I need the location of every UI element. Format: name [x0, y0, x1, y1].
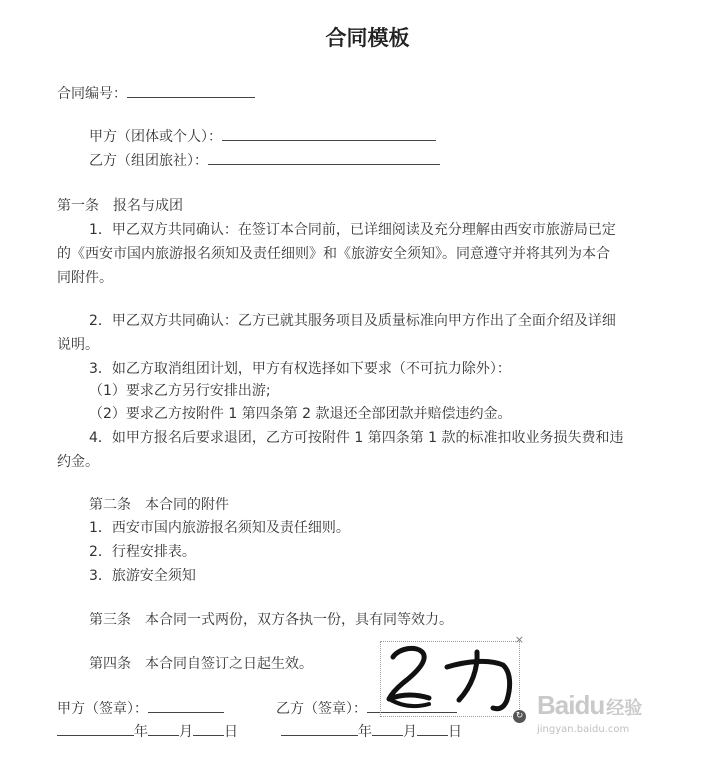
contract-number-blank[interactable]: [127, 85, 255, 98]
article-2-heading: 第二条 本合同的附件: [89, 497, 229, 513]
remove-signature-icon[interactable]: ×: [514, 633, 524, 646]
article-2-item: 2．行程安排表。: [89, 544, 196, 560]
date-b-year-label: 年: [358, 724, 372, 740]
watermark-url: jingyan.baidu.com: [537, 724, 630, 735]
sign-b-label: 乙方（签章）：: [276, 701, 367, 717]
date-b-day-blank[interactable]: [417, 723, 448, 736]
date-a-month-label: 月: [179, 724, 193, 740]
sign-a-blank[interactable]: [148, 700, 224, 713]
date-a-month-blank[interactable]: [148, 723, 179, 736]
date-a-year-label: 年: [134, 724, 148, 740]
party-b-blank[interactable]: [208, 152, 440, 165]
article-1-p4-line1: 4．如甲方报名后要求退团，乙方可按附件 1 第四条第 1 款的标准扣收业务损失费和违: [89, 430, 624, 446]
date-b-month-label: 月: [403, 724, 417, 740]
date-a-line: [57, 722, 238, 742]
article-1-p2-line2: 说明。: [57, 337, 99, 353]
article-2-item: 3．旅游安全须知: [89, 568, 196, 584]
page-title: 合同模板: [325, 26, 410, 50]
article-1-p1-line1: 1．甲乙双方共同确认：在签订本合同前，已详细阅读及充分理解由西安市旅游局已定: [89, 222, 616, 238]
date-b-year-blank[interactable]: [281, 723, 358, 736]
article-1-p4-line2: 约金。: [57, 454, 99, 470]
article-4: 第四条 本合同自签订之日起生效。: [89, 656, 313, 672]
article-3: 第三条 本合同一式两份，双方各执一份，具有同等效力。: [89, 612, 453, 628]
party-a-label: 甲方（团体或个人）：: [89, 129, 222, 145]
article-1-p1-line2: 的《西安市国内旅游报名须知及责任细则》和《旅游安全须知》。同意遵守并将其列为本合: [57, 246, 610, 262]
baidu-jingyan-watermark: [537, 690, 643, 735]
resize-handle-icon[interactable]: ↻: [513, 710, 526, 723]
sign-a-line: [57, 699, 224, 719]
article-1-p3-option-2: （2）要求乙方按附件 1 第四条第 2 款退还全部团款并赔偿违约金。: [89, 406, 512, 422]
party-a-line: [89, 127, 436, 147]
party-a-blank[interactable]: [222, 128, 436, 141]
article-1-p3: 3．如乙方取消组团计划，甲方有权选择如下要求（不可抗力除外）：: [89, 361, 511, 377]
watermark-cn: 经验: [606, 698, 643, 719]
contract-number-label: 合同编号：: [57, 86, 127, 102]
date-b-day-label: 日: [448, 724, 462, 740]
article-1-p1-line3: 同附件。: [57, 270, 113, 286]
article-1-p3-option-1: （1）要求乙方另行安排出游;: [89, 383, 271, 399]
article-2-item: 1．西安市国内旅游报名须知及责任细则。: [89, 520, 350, 536]
article-1-heading: 第一条 报名与成团: [57, 198, 183, 214]
handwritten-signature: [381, 642, 519, 716]
date-b-line: [281, 722, 462, 742]
date-a-year-blank[interactable]: [57, 723, 134, 736]
watermark-logo: Baidu: [537, 690, 605, 720]
party-b-label: 乙方（组团旅社）：: [89, 153, 208, 169]
date-a-day-label: 日: [224, 724, 238, 740]
party-b-line: [89, 151, 440, 171]
article-1-p2-line1: 2．甲乙双方共同确认：乙方已就其服务项目及质量标准向甲方作出了全面介绍及详细: [89, 313, 616, 329]
contract-number-line: [57, 84, 255, 104]
date-a-day-blank[interactable]: [193, 723, 224, 736]
date-b-month-blank[interactable]: [372, 723, 403, 736]
sign-a-label: 甲方（签章）：: [57, 701, 148, 717]
signature-image-frame[interactable]: [380, 633, 524, 721]
